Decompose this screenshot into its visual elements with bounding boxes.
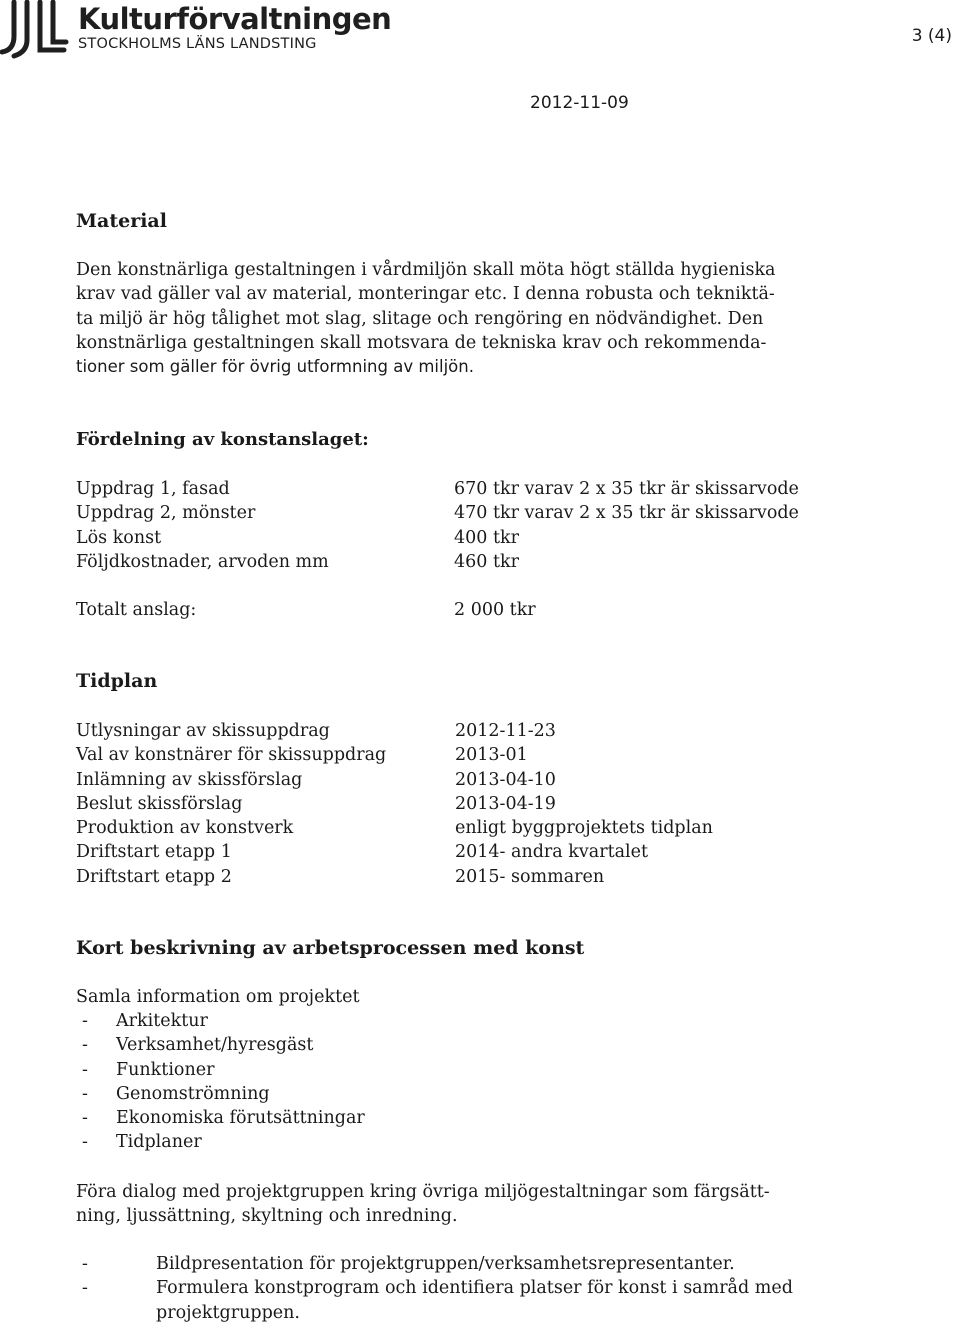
schedule-label: Driftstart etapp 1 — [76, 842, 232, 863]
list-item — [76, 1252, 856, 1276]
dialog-paragraph — [76, 1180, 836, 1229]
schedule-label: Beslut skissförslag — [76, 793, 243, 814]
total-value: 2 000 tkr — [454, 600, 536, 621]
schedule-label: Produktion av konstverk — [76, 818, 294, 839]
list-item-text: Arkitektur — [116, 1011, 208, 1031]
schedule-label: Utlysningar av skissuppdrag — [76, 721, 330, 741]
process-intro: Samla information om projektet — [76, 987, 360, 1007]
material-line: tioner som gäller för övrig utformning av miljön. — [76, 357, 474, 377]
material-line: krav vad gäller val av material, monteringar etc. I denna robusta och tekniktä- — [76, 284, 775, 305]
schedule-value: 2013-04-10 — [455, 769, 556, 790]
brand-name: Kulturförvaltningen — [78, 2, 392, 36]
list-item-text: Genomströmning — [116, 1083, 270, 1104]
list-item-text: Tidplaner — [116, 1132, 202, 1153]
list-dash: - — [82, 1108, 88, 1129]
process-heading: Kort beskrivning av arbetsprocessen med konst — [76, 937, 585, 959]
material-line: konstnärliga gestaltningen skall motsvara de tekniska krav och rekommenda- — [76, 332, 767, 353]
allocation-label: Uppdrag 1, fasad — [76, 479, 230, 499]
list-dash: - — [82, 1132, 88, 1153]
schedule-heading: Tidplan — [76, 670, 158, 692]
schedule-value: 2013-04-19 — [455, 793, 556, 814]
dialog-line: Föra dialog med projektgruppen kring övriga miljögestaltningar som färgsätt- — [76, 1182, 770, 1202]
allocation-label: Uppdrag 2, mönster — [76, 503, 256, 524]
list-dash: - — [82, 1035, 88, 1056]
schedule-label: Inlämning av skissförslag — [76, 769, 303, 790]
list-dash: - — [82, 1278, 88, 1299]
list-dash: - — [82, 1083, 88, 1104]
list-dash: - — [82, 1059, 88, 1080]
material-paragraph — [76, 258, 836, 379]
list-item-text: Formulera konstprogram och identifiera platser för konst i samråd med projektgruppen. — [156, 1278, 793, 1323]
dialog-line: ning, ljussättning, skyltning och inredning. — [76, 1206, 458, 1227]
schedule-value: 2014- andra kvartalet — [455, 842, 649, 863]
list-item-text: Bildpresentation för projektgruppen/verksamhetsrepresentanter. — [156, 1254, 735, 1274]
material-line: Den konstnärliga gestaltningen i vårdmiljön skall möta högt ställda hygieniska — [76, 260, 776, 280]
material-line: ta miljö är hög tålighet mot slag, slitage och rengöring en nödvändighet. Den — [76, 308, 764, 329]
allocation-label: Lös konst — [76, 527, 162, 548]
allocation-label: Följdkostnader, arvoden mm — [76, 551, 329, 572]
allocation-value: 400 tkr — [454, 527, 519, 548]
page-number: 3 (4) — [911, 26, 952, 46]
process-list-2 — [76, 1252, 856, 1325]
schedule-value: 2015- sommaren — [455, 866, 605, 887]
allocation-value: 470 tkr varav 2 x 35 tkr är skissarvode — [454, 503, 799, 524]
allocation-value: 460 tkr — [454, 551, 519, 572]
brand-subtitle: STOCKHOLMS LÄNS LANDSTING — [78, 36, 317, 52]
schedule-value: 2013-01 — [455, 745, 528, 766]
schedule-label: Driftstart etapp 2 — [76, 866, 232, 887]
list-dash: - — [82, 1011, 88, 1031]
schedule-value: enligt byggprojektets tidplan — [455, 818, 713, 839]
allocation-value: 670 tkr varav 2 x 35 tkr är skissarvode — [454, 479, 799, 499]
material-heading: Material — [76, 210, 167, 232]
list-item-text: Verksamhet/hyresgäst — [116, 1035, 314, 1056]
list-dash: - — [82, 1254, 88, 1274]
list-item — [76, 1276, 856, 1325]
schedule-label: Val av konstnärer för skissuppdrag — [76, 745, 387, 766]
document-date: 2012-11-09 — [530, 93, 629, 113]
list-item-text: Funktioner — [116, 1059, 215, 1080]
total-label: Totalt anslag: — [76, 600, 197, 621]
list-item-text: Ekonomiska förutsättningar — [116, 1108, 365, 1129]
allocation-heading: Fördelning av konstanslaget: — [76, 429, 369, 450]
schedule-value: 2012-11-23 — [455, 721, 556, 741]
